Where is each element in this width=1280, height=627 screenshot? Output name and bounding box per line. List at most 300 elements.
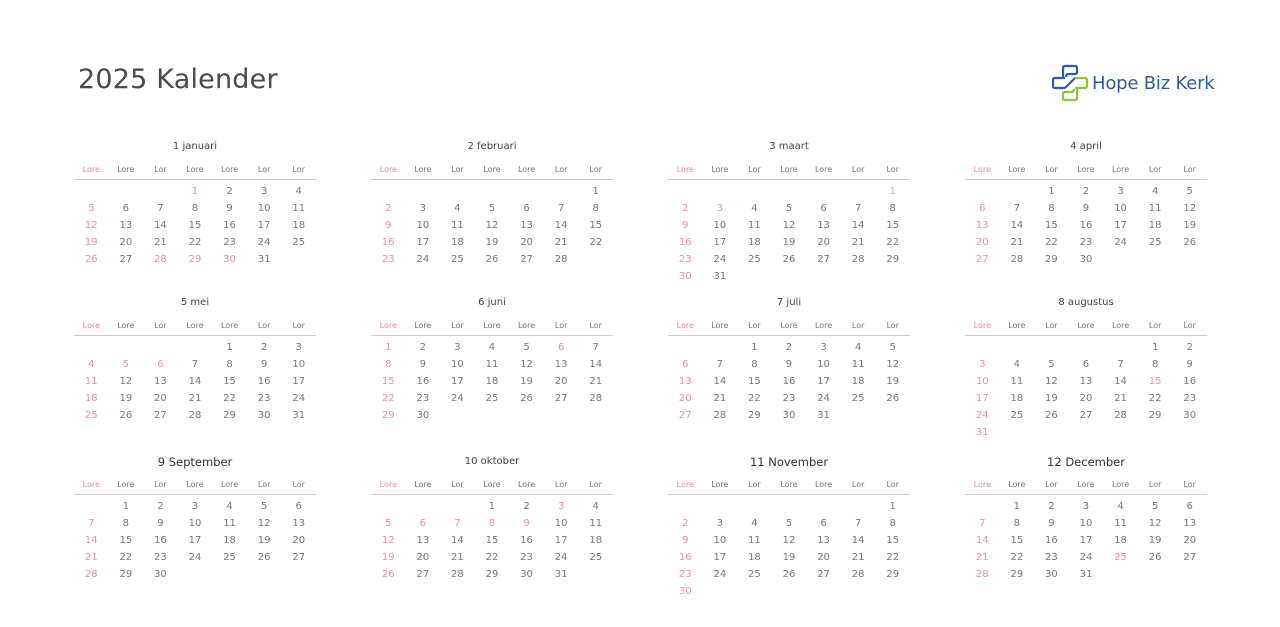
day-cell: 21 [554, 237, 568, 248]
day-cell: 10 [188, 518, 202, 529]
day-cell: 4 [88, 359, 95, 370]
day-cell: 24 [292, 393, 306, 404]
weekday-header: Lore [780, 480, 798, 489]
day-cell: 17 [975, 393, 989, 404]
day-cell: 24 [713, 254, 727, 265]
day-cell: 1 [889, 186, 896, 197]
day-cell: 18 [223, 535, 236, 546]
weekday-header: Lor [1148, 480, 1162, 489]
days-grid [965, 339, 1207, 441]
day-cell: 3 [979, 359, 986, 370]
day-cell: 30 [782, 410, 796, 421]
day-cell: 3 [191, 501, 199, 512]
day-cell: 30 [223, 254, 236, 265]
day-cell: 14 [851, 220, 865, 231]
day-cell: 27 [817, 254, 830, 265]
weekday-header: Lore [711, 480, 729, 489]
day-cell: 28 [154, 254, 167, 265]
weekday-header: Lore [379, 321, 397, 330]
weekday-header: Lore [483, 480, 501, 489]
day-cell: 18 [1010, 393, 1024, 404]
day-cell: 12 [1183, 203, 1197, 214]
day-cell: 28 [851, 569, 865, 580]
weekday-header-row [74, 165, 316, 180]
day-cell: 1 [1013, 501, 1021, 512]
month-title: 3 maart [769, 141, 809, 152]
day-cell: 10 [1079, 518, 1093, 529]
weekday-header-row [371, 480, 613, 495]
month-title: 4 april [1070, 141, 1102, 152]
day-cell: 10 [416, 220, 430, 231]
weekday-header: Lor [292, 321, 305, 330]
day-cell: 25 [589, 552, 603, 563]
day-cell: 14 [154, 220, 167, 231]
month-title: 8 augustus [1058, 297, 1114, 308]
weekday-header: Lore [711, 321, 729, 330]
day-cell: 17 [292, 376, 306, 387]
weekday-header: Lor [292, 480, 305, 489]
day-cell: 19 [1183, 220, 1197, 231]
day-cell: 28 [554, 254, 568, 265]
day-cell: 1 [1048, 186, 1055, 197]
weekday-header: Lore [220, 480, 239, 489]
day-cell: 23 [1079, 237, 1093, 248]
weekday-header: Lor [886, 165, 899, 174]
day-cell: 25 [1148, 237, 1162, 248]
day-cell: 3 [716, 518, 724, 529]
weekday-header: Lore [1077, 480, 1095, 489]
month-block [74, 296, 316, 424]
day-cell: 2 [1186, 342, 1193, 353]
day-cell: 22 [485, 552, 499, 563]
day-cell: 5 [889, 342, 896, 353]
weekday-header: Lor [886, 321, 899, 330]
days-grid [371, 339, 613, 424]
days-grid [668, 498, 910, 600]
day-cell: 16 [154, 535, 167, 546]
weekday-header: Lor [1183, 321, 1196, 330]
day-cell: 7 [979, 518, 986, 529]
day-cell: 14 [554, 220, 568, 231]
day-cell: 12 [381, 535, 395, 546]
day-cell: 6 [820, 518, 827, 529]
day-cell: 2 [157, 501, 164, 512]
day-cell: 23 [257, 393, 271, 404]
day-cell: 25 [1010, 410, 1024, 421]
day-cell: 9 [385, 220, 392, 231]
weekday-header: Lore [414, 321, 432, 330]
day-cell: 29 [223, 410, 236, 421]
day-cell: 7 [454, 518, 461, 529]
day-cell: 27 [1079, 410, 1093, 421]
day-cell: 13 [1183, 518, 1197, 529]
day-cell: 27 [416, 569, 430, 580]
day-cell: 15 [886, 535, 900, 546]
cross-logo-icon [1051, 64, 1089, 102]
day-cell: 28 [589, 393, 603, 404]
day-cell: 15 [188, 220, 202, 231]
day-cell: 17 [188, 535, 202, 546]
month-block [74, 140, 316, 268]
day-cell: 8 [1048, 203, 1055, 214]
day-cell: 16 [782, 376, 796, 387]
empty-day-cell [703, 498, 738, 515]
weekday-header: Lore [414, 480, 432, 489]
day-cell: 27 [520, 254, 533, 265]
weekday-header: Lore [676, 165, 694, 174]
day-cell: 14 [589, 359, 603, 370]
day-cell: 18 [1148, 220, 1162, 231]
day-cell: 5 [1151, 501, 1159, 512]
weekday-header: Lore [186, 165, 204, 174]
day-cell: 11 [223, 518, 236, 529]
day-cell: 22 [748, 393, 761, 404]
day-cell: 3 [260, 186, 268, 197]
empty-day-cell [74, 498, 109, 515]
day-cell: 5 [785, 518, 793, 529]
day-cell: 31 [292, 410, 306, 421]
month-title: 11 November [749, 455, 829, 469]
empty-day-cell [772, 183, 807, 200]
day-cell: 22 [119, 552, 133, 563]
day-cell: 15 [1045, 220, 1058, 231]
day-cell: 24 [975, 410, 989, 421]
day-cell: 11 [748, 535, 761, 546]
weekday-header: Lor [851, 321, 865, 330]
empty-day-cell [143, 339, 178, 356]
day-cell: 2 [1082, 186, 1090, 197]
day-cell: 18 [748, 552, 761, 563]
day-cell: 21 [1010, 237, 1024, 248]
day-cell: 19 [257, 535, 271, 546]
day-cell: 12 [1045, 376, 1058, 387]
day-cell: 15 [381, 376, 395, 387]
day-cell: 25 [223, 552, 236, 563]
weekday-header: Lore [220, 165, 239, 174]
day-cell: 26 [485, 254, 499, 265]
day-cell: 2 [226, 186, 233, 197]
day-cell: 11 [451, 220, 464, 231]
day-cell: 27 [154, 410, 167, 421]
weekday-header: Lor [1183, 165, 1196, 174]
day-cell: 4 [751, 203, 758, 214]
weekday-header: Lor [748, 480, 761, 489]
weekday-header: Lore [780, 165, 798, 174]
month-title: 10 oktober [464, 456, 520, 467]
day-cell: 8 [889, 518, 896, 529]
day-cell: 15 [223, 376, 236, 387]
day-cell: 31 [975, 427, 989, 438]
day-cell: 20 [292, 535, 306, 546]
weekday-header: Lore [483, 165, 501, 174]
day-cell: 22 [223, 393, 236, 404]
day-cell: 28 [84, 569, 98, 580]
weekday-header-row [965, 165, 1207, 180]
month-block [965, 455, 1207, 583]
day-cell: 17 [451, 376, 464, 387]
weekday-header: Lor [154, 480, 167, 489]
day-cell: 29 [748, 410, 761, 421]
days-grid [74, 498, 316, 583]
day-cell: 12 [257, 518, 271, 529]
day-cell: 13 [554, 359, 568, 370]
day-cell: 2 [682, 203, 689, 214]
day-cell: 30 [1183, 410, 1197, 421]
day-cell: 1 [226, 342, 233, 353]
day-cell: 2 [419, 342, 427, 353]
day-cell: 6 [979, 203, 986, 214]
weekday-header: Lor [554, 321, 568, 330]
days-grid [668, 339, 910, 424]
day-cell: 17 [554, 535, 568, 546]
weekday-header: Lor [851, 165, 865, 174]
day-cell: 9 [226, 203, 233, 214]
month-block [371, 455, 613, 583]
day-cell: 17 [416, 237, 430, 248]
day-cell: 19 [520, 376, 533, 387]
day-cell: 26 [520, 393, 533, 404]
day-cell: 19 [84, 237, 98, 248]
day-cell: 22 [1045, 237, 1058, 248]
day-cell: 31 [257, 254, 271, 265]
weekday-header: Lore [1111, 321, 1130, 330]
weekday-header: Lore [1008, 480, 1026, 489]
day-cell: 1 [191, 186, 199, 197]
day-cell: 31 [817, 410, 830, 421]
day-cell: 24 [817, 393, 830, 404]
day-cell: 10 [975, 376, 989, 387]
day-cell: 2 [385, 203, 392, 214]
weekday-header: Lor [1045, 321, 1058, 330]
day-cell: 4 [226, 501, 233, 512]
day-cell: 25 [485, 393, 499, 404]
day-cell: 22 [1010, 552, 1024, 563]
weekday-header: Lor [589, 165, 602, 174]
days-grid [74, 339, 316, 424]
day-cell: 12 [886, 359, 900, 370]
day-cell: 4 [1151, 186, 1159, 197]
day-cell: 12 [119, 376, 133, 387]
empty-day-cell [74, 183, 109, 200]
day-cell: 18 [451, 237, 464, 248]
day-cell: 3 [295, 342, 302, 353]
day-cell: 27 [817, 569, 830, 580]
day-cell: 18 [485, 376, 499, 387]
weekday-header: Lore [517, 480, 536, 489]
day-cell: 16 [416, 376, 430, 387]
month-title: 1 januari [172, 141, 218, 152]
weekday-header-row [371, 321, 613, 336]
day-cell: 16 [1183, 376, 1197, 387]
logo [1051, 64, 1215, 102]
day-cell: 19 [485, 237, 499, 248]
day-cell: 29 [886, 254, 900, 265]
weekday-header: Lore [1008, 165, 1026, 174]
day-cell: 8 [592, 203, 599, 214]
day-cell: 9 [785, 359, 793, 370]
day-cell: 10 [554, 518, 568, 529]
weekday-header: Lore [517, 321, 536, 330]
days-grid [74, 183, 316, 268]
day-cell: 12 [520, 359, 533, 370]
day-cell: 11 [589, 518, 603, 529]
day-cell: 23 [782, 393, 796, 404]
day-cell: 26 [1183, 237, 1197, 248]
month-title: 7 juli [776, 297, 802, 308]
day-cell: 8 [889, 203, 896, 214]
empty-day-cell [1034, 339, 1069, 356]
day-cell: 28 [975, 569, 989, 580]
day-cell: 21 [84, 552, 98, 563]
day-cell: 20 [416, 552, 430, 563]
day-cell: 9 [157, 518, 164, 529]
day-cell: 6 [820, 203, 827, 214]
day-cell: 26 [1045, 410, 1058, 421]
day-cell: 11 [851, 359, 865, 370]
day-cell: 22 [886, 552, 900, 563]
day-cell: 19 [119, 393, 133, 404]
day-cell: 26 [257, 552, 271, 563]
day-cell: 5 [88, 203, 95, 214]
day-cell: 28 [188, 410, 202, 421]
day-cell: 6 [295, 501, 302, 512]
day-cell: 23 [1045, 552, 1058, 563]
day-cell: 6 [682, 359, 689, 370]
month-block [371, 140, 613, 268]
weekday-header: Lore [1111, 480, 1130, 489]
weekday-header: Lor [748, 165, 761, 174]
empty-day-cell [668, 183, 703, 200]
empty-day-cell [965, 339, 1000, 356]
day-cell: 27 [1183, 552, 1197, 563]
day-cell: 27 [678, 410, 692, 421]
empty-day-cell [841, 498, 876, 515]
day-cell: 14 [851, 535, 865, 546]
day-cell: 21 [851, 552, 865, 563]
empty-day-cell [440, 183, 475, 200]
day-cell: 24 [1079, 552, 1093, 563]
day-cell: 12 [485, 220, 499, 231]
day-cell: 4 [854, 342, 862, 353]
day-cell: 23 [154, 552, 167, 563]
day-cell: 13 [520, 220, 533, 231]
day-cell: 23 [520, 552, 533, 563]
day-cell: 7 [88, 518, 95, 529]
day-cell: 11 [1148, 203, 1162, 214]
day-cell: 24 [1114, 237, 1127, 248]
day-cell: 30 [1045, 569, 1058, 580]
day-cell: 29 [381, 410, 395, 421]
weekday-header: Lore [186, 321, 204, 330]
day-cell: 25 [84, 410, 98, 421]
day-cell: 18 [84, 393, 98, 404]
day-cell: 21 [1114, 393, 1127, 404]
weekday-header: Lore [1008, 321, 1026, 330]
day-cell: 7 [1117, 359, 1124, 370]
day-cell: 16 [257, 376, 271, 387]
weekday-header: Lore [973, 480, 991, 489]
day-cell: 22 [381, 393, 395, 404]
logo-text: Hope Biz Kerk [1092, 72, 1215, 94]
weekday-header: Lor [589, 321, 602, 330]
weekday-header: Lore [973, 321, 991, 330]
day-cell: 19 [782, 552, 796, 563]
weekday-header-row [965, 480, 1207, 495]
day-cell: 5 [785, 203, 793, 214]
weekday-header: Lor [451, 165, 464, 174]
day-cell: 19 [1045, 393, 1058, 404]
day-cell: 9 [419, 359, 427, 370]
weekday-header: Lore [220, 321, 239, 330]
day-cell: 4 [295, 186, 302, 197]
day-cell: 24 [554, 552, 568, 563]
empty-day-cell [178, 339, 213, 356]
day-cell: 8 [751, 359, 758, 370]
weekday-header-row [668, 480, 910, 495]
days-grid [668, 183, 910, 285]
weekday-header-row [965, 321, 1207, 336]
day-cell: 30 [416, 410, 430, 421]
day-cell: 6 [157, 359, 164, 370]
day-cell: 15 [886, 220, 900, 231]
day-cell: 17 [1079, 535, 1093, 546]
weekday-header: Lore [483, 321, 501, 330]
weekday-header: Lore [82, 165, 100, 174]
day-cell: 12 [1148, 518, 1162, 529]
day-cell: 2 [1048, 501, 1055, 512]
day-cell: 24 [451, 393, 464, 404]
day-cell: 21 [713, 393, 727, 404]
day-cell: 6 [122, 203, 130, 214]
weekday-header: Lore [814, 165, 833, 174]
day-cell: 17 [817, 376, 830, 387]
month-block [371, 296, 613, 424]
day-cell: 20 [1183, 535, 1197, 546]
day-cell: 7 [157, 203, 164, 214]
day-cell: 21 [154, 237, 167, 248]
day-cell: 17 [713, 552, 727, 563]
day-cell: 8 [385, 359, 392, 370]
day-cell: 15 [1010, 535, 1024, 546]
empty-day-cell [1069, 339, 1104, 356]
day-cell: 30 [520, 569, 533, 580]
day-cell: 15 [748, 376, 761, 387]
day-cell: 20 [817, 552, 830, 563]
empty-day-cell [772, 498, 807, 515]
weekday-header: Lore [379, 480, 397, 489]
day-cell: 18 [851, 376, 865, 387]
day-cell: 6 [1082, 359, 1090, 370]
day-cell: 13 [817, 220, 830, 231]
weekday-header: Lore [1111, 165, 1130, 174]
day-cell: 24 [257, 237, 271, 248]
weekday-header-row [74, 480, 316, 495]
empty-day-cell [74, 339, 109, 356]
day-cell: 24 [713, 569, 727, 580]
day-cell: 5 [260, 501, 268, 512]
empty-day-cell [440, 498, 475, 515]
day-cell: 17 [257, 220, 271, 231]
day-cell: 24 [188, 552, 202, 563]
day-cell: 18 [589, 535, 603, 546]
day-cell: 10 [713, 220, 727, 231]
day-cell: 13 [119, 220, 133, 231]
day-cell: 17 [713, 237, 727, 248]
month-title: 12 December [1047, 455, 1125, 469]
day-cell: 13 [678, 376, 692, 387]
day-cell: 5 [1048, 359, 1055, 370]
day-cell: 7 [854, 203, 862, 214]
